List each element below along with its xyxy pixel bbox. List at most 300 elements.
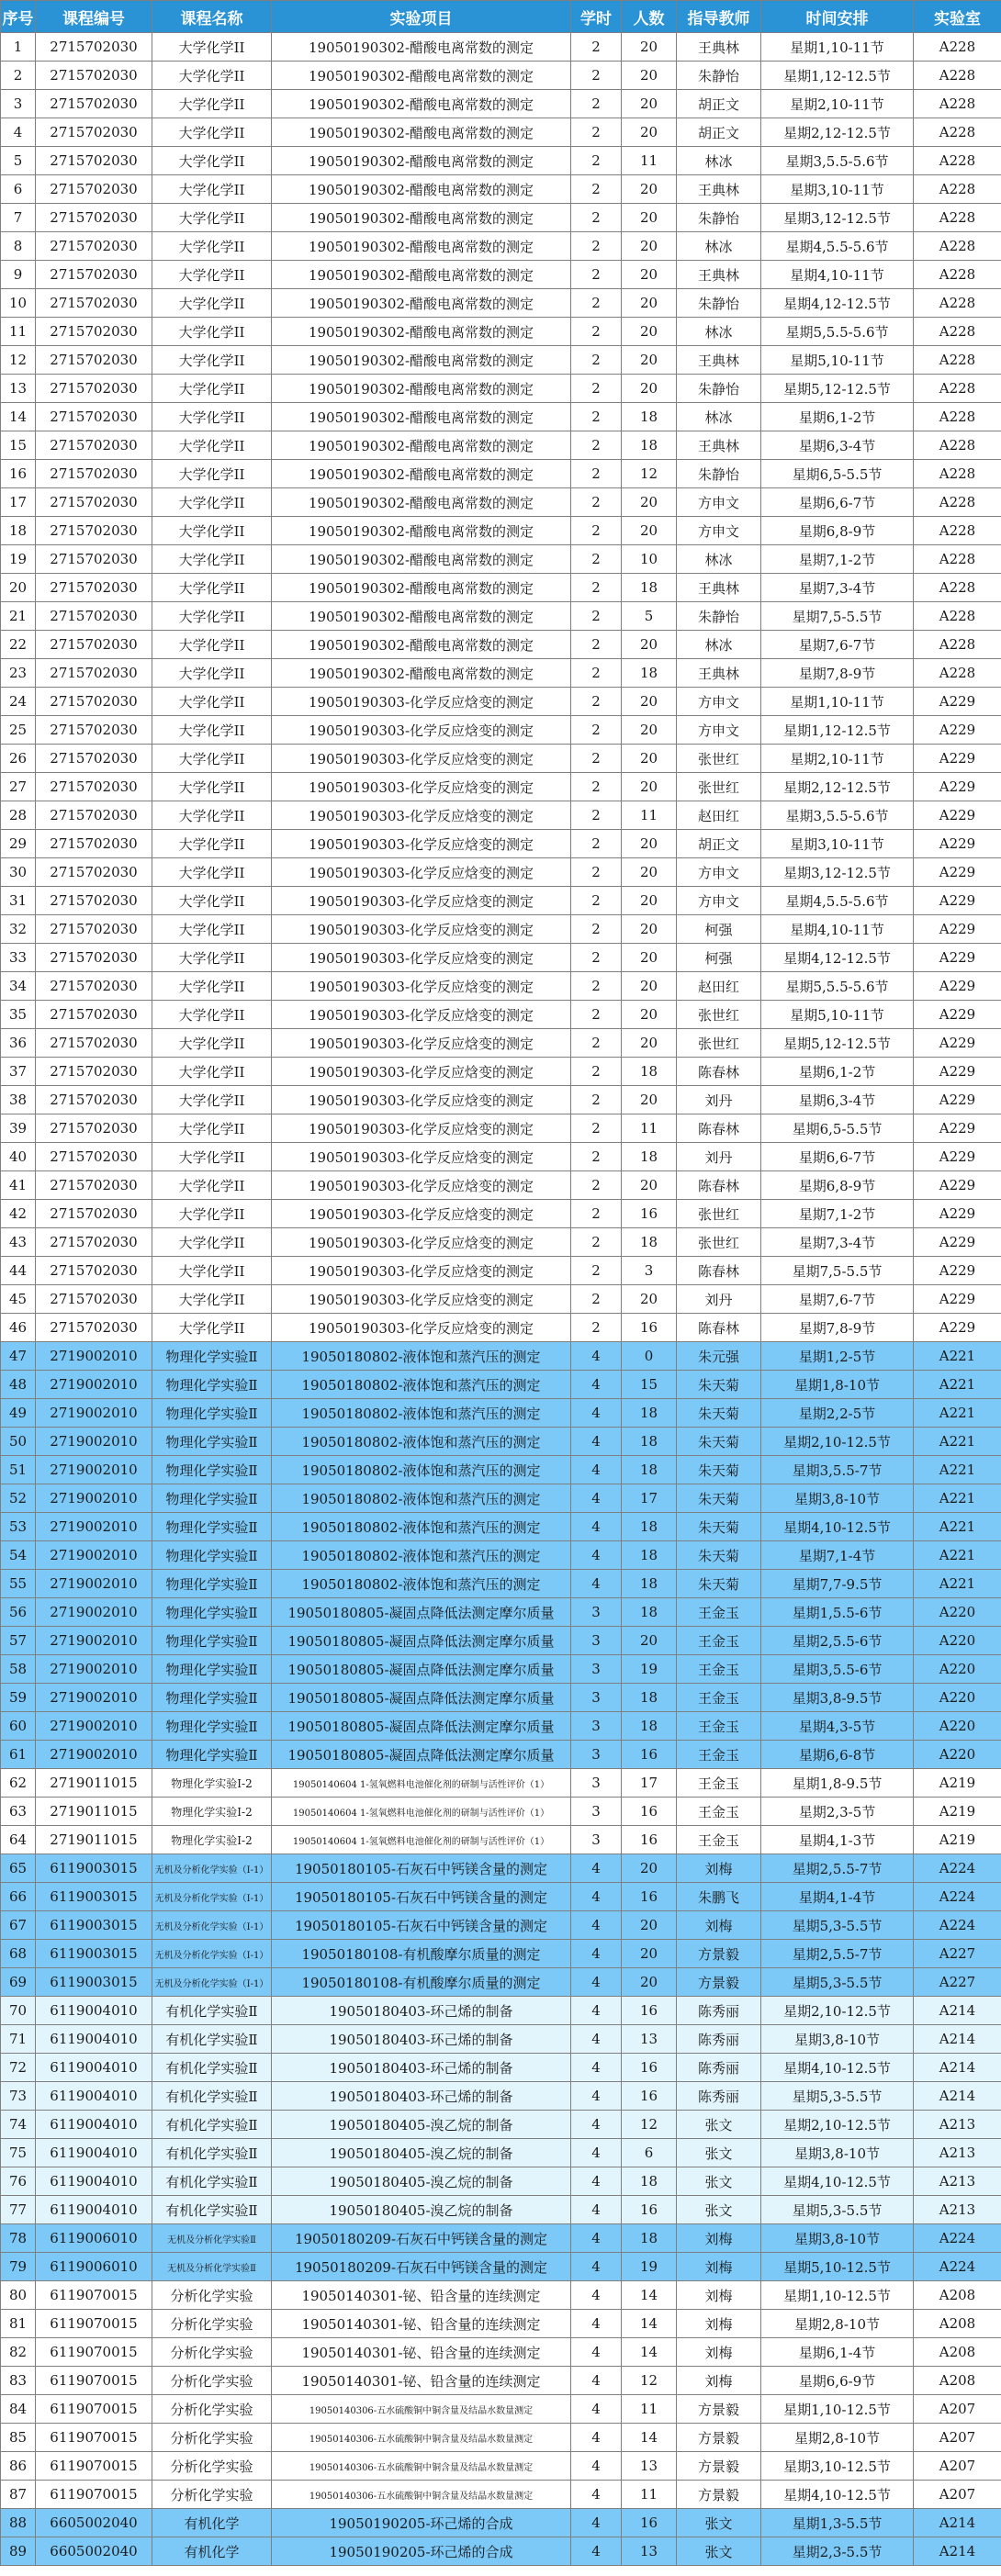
cell-count: 20: [622, 1627, 677, 1655]
cell-schedule: 星期5,12-12.5节: [761, 1029, 914, 1058]
table-row[interactable]: [1, 801, 1001, 830]
cell-experiment: 19050180105-石灰石中钙镁含量的测定: [272, 1854, 571, 1883]
cell-course-name: 大学化学II: [152, 602, 272, 631]
cell-experiment: 19050190303-化学反应焓变的测定: [272, 915, 571, 944]
cell-experiment: 19050180108-有机酸摩尔质量的测定: [272, 1940, 571, 1968]
cell-schedule: 星期3,10-11节: [761, 175, 914, 204]
table-row[interactable]: [1, 1997, 1001, 2025]
cell-experiment: 19050190302-醋酸电离常数的测定: [272, 431, 571, 460]
cell-schedule: 星期1,12-12.5节: [761, 62, 914, 90]
cell-index: 58: [1, 1655, 36, 1684]
cell-experiment: 19050190302-醋酸电离常数的测定: [272, 62, 571, 90]
cell-count: 18: [622, 1598, 677, 1627]
table-row[interactable]: [1, 773, 1001, 801]
table-row[interactable]: [1, 1484, 1001, 1513]
cell-count: 20: [622, 1854, 677, 1883]
cell-teacher: 朱天菊: [677, 1428, 761, 1456]
table-row[interactable]: [1, 2224, 1001, 2253]
table-row[interactable]: [1, 90, 1001, 118]
table-row[interactable]: [1, 460, 1001, 488]
table-row[interactable]: [1, 1769, 1001, 1798]
cell-hours: 3: [571, 1684, 622, 1712]
cell-course-code: 6119006010: [36, 2253, 152, 2281]
cell-course-name: 分析化学实验: [152, 2338, 272, 2367]
table-row[interactable]: [1, 1598, 1001, 1627]
cell-course-code: 2719011015: [36, 1826, 152, 1854]
table-row[interactable]: [1, 2338, 1001, 2367]
cell-course-code: 2719002010: [36, 1484, 152, 1513]
cell-experiment: 19050190302-醋酸电离常数的测定: [272, 147, 571, 175]
cell-teacher: 王典林: [677, 261, 761, 289]
cell-schedule: 星期1,8-9.5节: [761, 1769, 914, 1798]
cell-course-code: 2715702030: [36, 517, 152, 545]
cell-index: 13: [1, 375, 36, 403]
table-row[interactable]: [1, 631, 1001, 659]
cell-schedule: 星期2,5.5-7节: [761, 1940, 914, 1968]
cell-experiment: 19050180405-溴乙烷的制备: [272, 2111, 571, 2139]
cell-lab: A219: [914, 1769, 1001, 1798]
cell-count: 16: [622, 1741, 677, 1769]
cell-experiment: 19050180805-凝固点降低法测定摩尔质量: [272, 1712, 571, 1741]
cell-course-name: 大学化学II: [152, 745, 272, 773]
cell-teacher: 朱静怡: [677, 62, 761, 90]
cell-count: 17: [622, 1484, 677, 1513]
table-row[interactable]: [1, 830, 1001, 858]
cell-hours: 4: [571, 2424, 622, 2452]
cell-teacher: 陈秀丽: [677, 2054, 761, 2082]
table-row[interactable]: [1, 2424, 1001, 2452]
cell-lab: A219: [914, 1826, 1001, 1854]
table-row[interactable]: [1, 545, 1001, 574]
cell-experiment: 19050180802-液体饱和蒸汽压的测定: [272, 1513, 571, 1541]
cell-experiment: 19050180403-环己烯的制备: [272, 2082, 571, 2111]
cell-course-code: 6119004010: [36, 1997, 152, 2025]
cell-lab: A207: [914, 2424, 1001, 2452]
cell-count: 18: [622, 403, 677, 431]
table-row[interactable]: [1, 318, 1001, 346]
table-row[interactable]: [1, 659, 1001, 688]
cell-index: 82: [1, 2338, 36, 2367]
cell-lab: A229: [914, 1314, 1001, 1342]
header-lab[interactable]: 实验室: [914, 1, 1001, 33]
header-count[interactable]: 人数: [622, 1, 677, 33]
cell-hours: 4: [571, 2025, 622, 2054]
cell-count: 11: [622, 2395, 677, 2424]
cell-teacher: 张文: [677, 2509, 761, 2537]
table-row[interactable]: [1, 2481, 1001, 2509]
cell-experiment: 19050140306-五水硫酸铜中铜含量及结晶水数量测定: [272, 2452, 571, 2481]
cell-index: 72: [1, 2054, 36, 2082]
cell-experiment: 19050190302-醋酸电离常数的测定: [272, 118, 571, 147]
cell-teacher: 方景毅: [677, 2452, 761, 2481]
cell-course-code: 6119070015: [36, 2424, 152, 2452]
table-row[interactable]: [1, 2167, 1001, 2196]
cell-course-code: 2715702030: [36, 289, 152, 318]
cell-hours: 2: [571, 830, 622, 858]
cell-index: 42: [1, 1200, 36, 1228]
cell-count: 16: [622, 1200, 677, 1228]
cell-course-code: 2715702030: [36, 1086, 152, 1114]
table-row[interactable]: [1, 62, 1001, 90]
cell-index: 87: [1, 2481, 36, 2509]
cell-lab: A229: [914, 745, 1001, 773]
cell-hours: 4: [571, 1428, 622, 1456]
cell-index: 84: [1, 2395, 36, 2424]
cell-index: 36: [1, 1029, 36, 1058]
header-hours[interactable]: 学时: [571, 1, 622, 33]
cell-index: 28: [1, 801, 36, 830]
cell-lab: A229: [914, 1171, 1001, 1200]
cell-experiment: 19050190302-醋酸电离常数的测定: [272, 232, 571, 261]
table-row[interactable]: [1, 887, 1001, 915]
cell-lab: A228: [914, 147, 1001, 175]
cell-lab: A228: [914, 431, 1001, 460]
table-row[interactable]: [1, 204, 1001, 232]
cell-index: 73: [1, 2082, 36, 2111]
table-row[interactable]: [1, 1826, 1001, 1854]
table-row[interactable]: [1, 2253, 1001, 2281]
table-row[interactable]: [1, 1285, 1001, 1314]
cell-teacher: 朱天菊: [677, 1570, 761, 1598]
table-row[interactable]: [1, 403, 1001, 431]
cell-teacher: 王典林: [677, 431, 761, 460]
cell-count: 20: [622, 1086, 677, 1114]
cell-schedule: 星期1,2-5节: [761, 1342, 914, 1371]
table-row[interactable]: [1, 858, 1001, 887]
table-row[interactable]: [1, 175, 1001, 204]
cell-schedule: 星期2,2-5节: [761, 1399, 914, 1428]
table-row[interactable]: [1, 1200, 1001, 1228]
table-row[interactable]: [1, 688, 1001, 716]
cell-course-name: 大学化学II: [152, 403, 272, 431]
table-row[interactable]: [1, 517, 1001, 545]
table-row[interactable]: [1, 2395, 1001, 2424]
cell-course-name: 大学化学II: [152, 830, 272, 858]
cell-course-name: 分析化学实验: [152, 2395, 272, 2424]
cell-count: 18: [622, 1228, 677, 1257]
cell-course-name: 大学化学II: [152, 375, 272, 403]
cell-course-name: 大学化学II: [152, 289, 272, 318]
cell-count: 18: [622, 1712, 677, 1741]
cell-lab: A229: [914, 801, 1001, 830]
cell-course-name: 大学化学II: [152, 887, 272, 915]
table-row[interactable]: [1, 1257, 1001, 1285]
table-row[interactable]: [1, 1029, 1001, 1058]
cell-schedule: 星期3,8-10节: [761, 2025, 914, 2054]
table-row[interactable]: [1, 261, 1001, 289]
table-row[interactable]: [1, 1513, 1001, 1541]
cell-schedule: 星期2,8-10节: [761, 2310, 914, 2338]
table-row[interactable]: [1, 1911, 1001, 1940]
cell-course-name: 大学化学II: [152, 431, 272, 460]
cell-course-code: 6119003015: [36, 1911, 152, 1940]
cell-lab: A229: [914, 1200, 1001, 1228]
table-row[interactable]: [1, 2452, 1001, 2481]
table-row[interactable]: [1, 2537, 1001, 2566]
cell-lab: A208: [914, 2367, 1001, 2395]
cell-count: 20: [622, 517, 677, 545]
cell-hours: 2: [571, 716, 622, 745]
cell-hours: 2: [571, 318, 622, 346]
table-row[interactable]: [1, 431, 1001, 460]
cell-schedule: 星期2,3-5节: [761, 1798, 914, 1826]
cell-index: 20: [1, 574, 36, 602]
cell-count: 18: [622, 659, 677, 688]
cell-schedule: 星期7,1-2节: [761, 1200, 914, 1228]
table-row[interactable]: [1, 1940, 1001, 1968]
table-row[interactable]: [1, 574, 1001, 602]
cell-lab: A229: [914, 887, 1001, 915]
table-row[interactable]: [1, 147, 1001, 175]
cell-hours: 3: [571, 1741, 622, 1769]
table-row[interactable]: [1, 2367, 1001, 2395]
cell-experiment: 19050180805-凝固点降低法测定摩尔质量: [272, 1741, 571, 1769]
table-row[interactable]: [1, 745, 1001, 773]
cell-hours: 2: [571, 1314, 622, 1342]
cell-course-name: 大学化学II: [152, 204, 272, 232]
table-row[interactable]: [1, 2139, 1001, 2167]
table-row[interactable]: [1, 944, 1001, 972]
table-row[interactable]: [1, 2082, 1001, 2111]
cell-course-name: 大学化学II: [152, 1314, 272, 1342]
table-row[interactable]: [1, 375, 1001, 403]
cell-hours: 4: [571, 2481, 622, 2509]
table-row[interactable]: [1, 602, 1001, 631]
cell-hours: 4: [571, 2196, 622, 2224]
cell-hours: 4: [571, 1484, 622, 1513]
cell-index: 79: [1, 2253, 36, 2281]
table-row[interactable]: [1, 289, 1001, 318]
table-row[interactable]: [1, 2025, 1001, 2054]
table-row[interactable]: [1, 232, 1001, 261]
cell-index: 47: [1, 1342, 36, 1371]
table-row[interactable]: [1, 1371, 1001, 1399]
cell-index: 75: [1, 2139, 36, 2167]
cell-course-code: 6605002040: [36, 2537, 152, 2566]
table-row[interactable]: [1, 1854, 1001, 1883]
table-row[interactable]: [1, 1058, 1001, 1086]
cell-teacher: 张文: [677, 2139, 761, 2167]
table-row[interactable]: [1, 1798, 1001, 1826]
cell-teacher: 陈春林: [677, 1257, 761, 1285]
table-row[interactable]: [1, 2054, 1001, 2082]
cell-teacher: 方景毅: [677, 2395, 761, 2424]
cell-course-code: 2719002010: [36, 1371, 152, 1399]
cell-teacher: 刘梅: [677, 2253, 761, 2281]
table-row[interactable]: [1, 1655, 1001, 1684]
cell-course-code: 2715702030: [36, 915, 152, 944]
table-row[interactable]: [1, 1171, 1001, 1200]
table-row[interactable]: [1, 915, 1001, 944]
cell-experiment: 19050180403-环己烯的制备: [272, 1997, 571, 2025]
cell-hours: 2: [571, 175, 622, 204]
table-row[interactable]: [1, 1456, 1001, 1484]
cell-schedule: 星期7,6-7节: [761, 1285, 914, 1314]
table-row[interactable]: [1, 1541, 1001, 1570]
table-row[interactable]: [1, 2310, 1001, 2338]
table-row[interactable]: [1, 1741, 1001, 1769]
cell-lab: A228: [914, 517, 1001, 545]
cell-teacher: 方景毅: [677, 1940, 761, 1968]
cell-index: 62: [1, 1769, 36, 1798]
cell-schedule: 星期5,3-5.5节: [761, 1911, 914, 1940]
table-row[interactable]: [1, 1114, 1001, 1143]
header-course-name[interactable]: 课程名称: [152, 1, 272, 33]
table-row[interactable]: [1, 1086, 1001, 1114]
header-index[interactable]: 序号: [1, 1, 36, 33]
cell-teacher: 方景毅: [677, 2481, 761, 2509]
cell-course-code: 2719002010: [36, 1684, 152, 1712]
cell-schedule: 星期2,12-12.5节: [761, 773, 914, 801]
cell-schedule: 星期4,10-12.5节: [761, 2167, 914, 2196]
cell-course-name: 大学化学II: [152, 1285, 272, 1314]
cell-experiment: 19050140306-五水硫酸铜中铜含量及结晶水数量测定: [272, 2481, 571, 2509]
cell-course-code: 2715702030: [36, 460, 152, 488]
cell-course-name: 无机及分析化学实验（Ⅰ-1）: [152, 1911, 272, 1940]
cell-experiment: 19050180805-凝固点降低法测定摩尔质量: [272, 1684, 571, 1712]
table-row[interactable]: [1, 1570, 1001, 1598]
cell-course-name: 大学化学II: [152, 659, 272, 688]
table-row[interactable]: [1, 118, 1001, 147]
cell-experiment: 19050180802-液体饱和蒸汽压的测定: [272, 1371, 571, 1399]
cell-lab: A213: [914, 2167, 1001, 2196]
cell-index: 83: [1, 2367, 36, 2395]
cell-course-name: 物理化学实验Ⅰ-2: [152, 1826, 272, 1854]
table-row[interactable]: [1, 33, 1001, 62]
cell-course-name: 物理化学实验Ⅰ-2: [152, 1798, 272, 1826]
cell-experiment: 19050190303-化学反应焓变的测定: [272, 1143, 571, 1171]
cell-hours: 2: [571, 346, 622, 375]
cell-index: 85: [1, 2424, 36, 2452]
header-teacher[interactable]: 指导教师: [677, 1, 761, 33]
cell-teacher: 柯强: [677, 944, 761, 972]
cell-experiment: 19050190303-化学反应焓变的测定: [272, 1029, 571, 1058]
cell-hours: 2: [571, 1001, 622, 1029]
cell-schedule: 星期5,10-11节: [761, 1001, 914, 1029]
table-row[interactable]: [1, 1968, 1001, 1997]
table-row[interactable]: [1, 2111, 1001, 2139]
table-row[interactable]: [1, 1712, 1001, 1741]
cell-lab: A228: [914, 318, 1001, 346]
cell-schedule: 星期7,8-9节: [761, 659, 914, 688]
table-row[interactable]: [1, 2509, 1001, 2537]
header-row: [1, 1, 1001, 33]
cell-index: 9: [1, 261, 36, 289]
cell-teacher: 朱静怡: [677, 602, 761, 631]
cell-schedule: 星期1,3-5.5节: [761, 2509, 914, 2537]
cell-course-code: 2715702030: [36, 204, 152, 232]
cell-teacher: 刘梅: [677, 2338, 761, 2367]
cell-lab: A228: [914, 460, 1001, 488]
cell-count: 16: [622, 1798, 677, 1826]
cell-teacher: 王典林: [677, 574, 761, 602]
table-row[interactable]: [1, 1228, 1001, 1257]
cell-teacher: 王典林: [677, 33, 761, 62]
cell-course-name: 大学化学II: [152, 574, 272, 602]
cell-count: 20: [622, 175, 677, 204]
cell-teacher: 刘梅: [677, 1854, 761, 1883]
cell-course-name: 大学化学II: [152, 517, 272, 545]
cell-index: 88: [1, 2509, 36, 2537]
table-row[interactable]: [1, 1314, 1001, 1342]
cell-hours: 2: [571, 62, 622, 90]
cell-count: 20: [622, 972, 677, 1001]
cell-index: 24: [1, 688, 36, 716]
cell-lab: A221: [914, 1484, 1001, 1513]
cell-hours: 4: [571, 1854, 622, 1883]
cell-schedule: 星期7,8-9节: [761, 1314, 914, 1342]
cell-count: 13: [622, 2452, 677, 2481]
cell-count: 16: [622, 1883, 677, 1911]
cell-experiment: 19050180802-液体饱和蒸汽压的测定: [272, 1342, 571, 1371]
cell-teacher: 方景毅: [677, 2424, 761, 2452]
table-row[interactable]: [1, 1001, 1001, 1029]
cell-hours: 4: [571, 1570, 622, 1598]
cell-count: 5: [622, 602, 677, 631]
cell-index: 67: [1, 1911, 36, 1940]
cell-course-code: 2715702030: [36, 403, 152, 431]
cell-course-name: 大学化学II: [152, 1058, 272, 1086]
cell-hours: 4: [571, 2281, 622, 2310]
cell-course-code: 2715702030: [36, 602, 152, 631]
header-schedule[interactable]: 时间安排: [761, 1, 914, 33]
table-row[interactable]: [1, 1627, 1001, 1655]
cell-hours: 4: [571, 1342, 622, 1371]
table-row[interactable]: [1, 1143, 1001, 1171]
cell-course-name: 大学化学II: [152, 631, 272, 659]
cell-schedule: 星期3,8-10节: [761, 2224, 914, 2253]
cell-index: 53: [1, 1513, 36, 1541]
cell-schedule: 星期3,8-10节: [761, 1484, 914, 1513]
cell-experiment: 19050190303-化学反应焓变的测定: [272, 1058, 571, 1086]
table-row[interactable]: [1, 716, 1001, 745]
table-row[interactable]: [1, 972, 1001, 1001]
header-course-code[interactable]: 课程编号: [36, 1, 152, 33]
cell-lab: A221: [914, 1456, 1001, 1484]
header-experiment[interactable]: 实验项目: [272, 1, 571, 33]
table-row[interactable]: [1, 2281, 1001, 2310]
cell-teacher: 方景毅: [677, 1968, 761, 1997]
cell-count: 20: [622, 261, 677, 289]
cell-schedule: 星期1,12-12.5节: [761, 716, 914, 745]
cell-course-name: 大学化学II: [152, 1257, 272, 1285]
cell-course-name: 有机化学: [152, 2509, 272, 2537]
cell-count: 3: [622, 1257, 677, 1285]
cell-index: 81: [1, 2310, 36, 2338]
table-row[interactable]: [1, 1399, 1001, 1428]
table-row[interactable]: [1, 1342, 1001, 1371]
table-row[interactable]: [1, 1883, 1001, 1911]
table-row[interactable]: [1, 1428, 1001, 1456]
cell-index: 17: [1, 488, 36, 517]
table-row[interactable]: [1, 1684, 1001, 1712]
cell-index: 10: [1, 289, 36, 318]
cell-schedule: 星期6,3-4节: [761, 431, 914, 460]
cell-count: 20: [622, 318, 677, 346]
cell-hours: 4: [571, 1513, 622, 1541]
cell-lab: A221: [914, 1428, 1001, 1456]
cell-teacher: 王金玉: [677, 1741, 761, 1769]
table-row[interactable]: [1, 346, 1001, 375]
cell-course-name: 大学化学II: [152, 1200, 272, 1228]
cell-index: 60: [1, 1712, 36, 1741]
table-row[interactable]: [1, 2196, 1001, 2224]
cell-count: 20: [622, 745, 677, 773]
table-row[interactable]: [1, 488, 1001, 517]
cell-experiment: 19050140306-五水硫酸铜中铜含量及结晶水数量测定: [272, 2424, 571, 2452]
cell-teacher: 胡正文: [677, 118, 761, 147]
cell-count: 20: [622, 33, 677, 62]
